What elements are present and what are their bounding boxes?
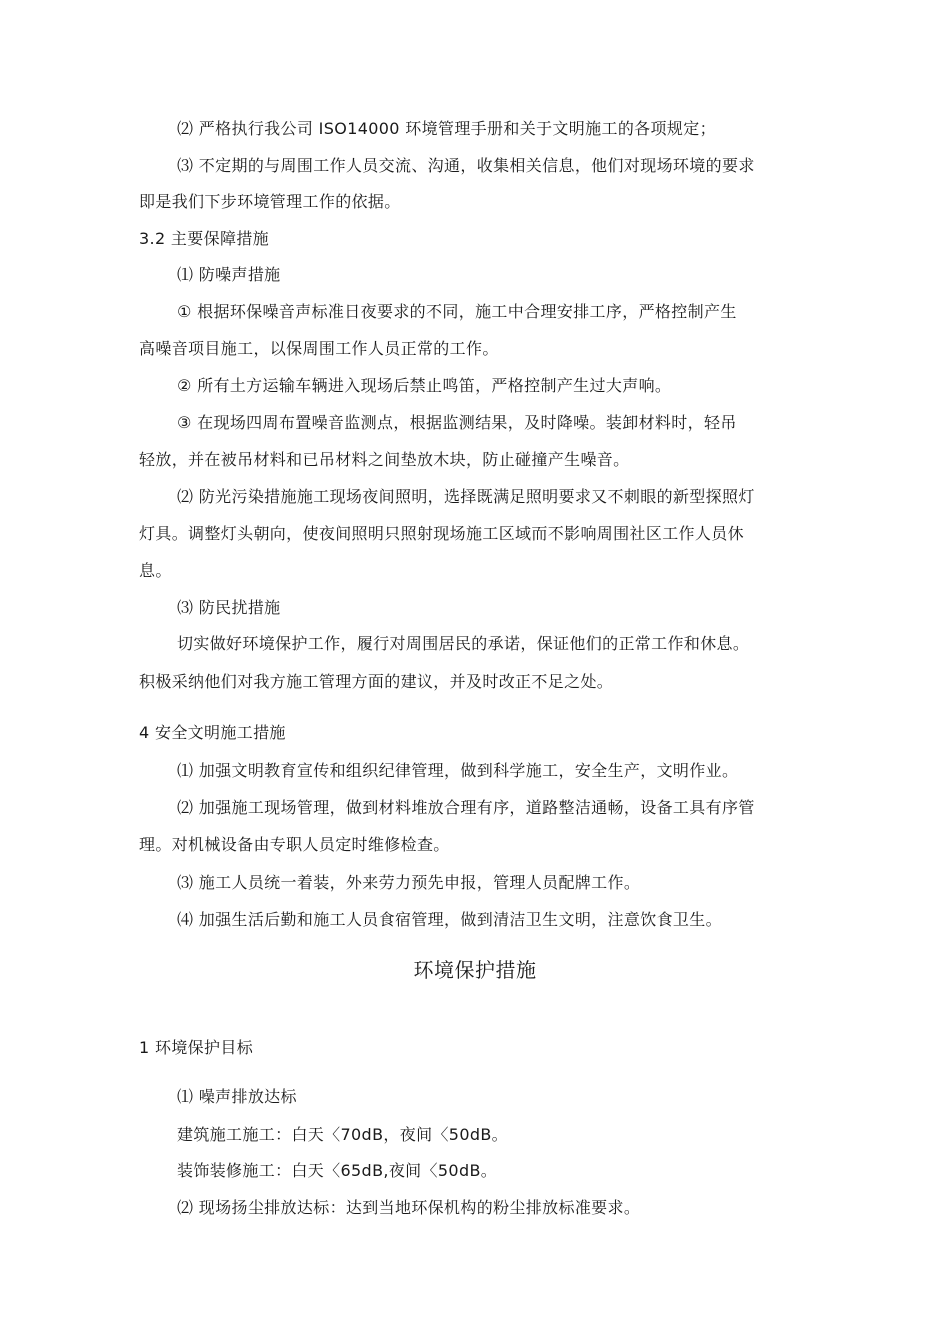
- paragraph-line: 切实做好环境保护工作，履行对周围居民的承诺，保证他们的正常工作和休息。: [177, 634, 750, 653]
- paragraph-line: ③ 在现场四周布置噪音监测点，根据监测结果，及时降噪。装卸材料时，轻吊: [177, 413, 737, 432]
- paragraph-line: ⑷ 加强生活后勤和施工人员食宿管理，做到清洁卫生文明，注意饮食卫生。: [177, 910, 722, 929]
- paragraph-line: ⑵ 防光污染措施施工现场夜间照明，选择既满足照明要求又不刺眼的新型探照灯: [177, 487, 755, 506]
- paragraph-line: 装饰装修施工：白天〈65dB,夜间〈50dB。: [177, 1161, 498, 1180]
- paragraph-line: ⑶ 不定期的与周围工作人员交流、沟通，收集相关信息，他们对现场环境的要求: [177, 156, 755, 175]
- paragraph-line: ① 根据环保噪音声标准日夜要求的不同，施工中合理安排工序，严格控制产生: [177, 302, 737, 321]
- paragraph-line: 灯具。调整灯头朝向，使夜间照明只照射现场施工区域而不影响周围社区工作人员休: [139, 524, 744, 543]
- paragraph-line: ⑵ 现场扬尘排放达标：达到当地环保机构的粉尘排放标准要求。: [177, 1198, 641, 1217]
- paragraph-line: 积极采纳他们对我方施工管理方面的建议，并及时改正不足之处。: [139, 672, 614, 691]
- section-heading: 4 安全文明施工措施: [139, 723, 286, 742]
- paragraph-line: 高噪音项目施工，以保周围工作人员正常的工作。: [139, 339, 499, 358]
- subsection-heading: ⑶ 防民扰措施: [177, 598, 281, 617]
- section-heading: 3.2 主要保障措施: [139, 229, 270, 248]
- paragraph-line: 理。对机械设备由专职人员定时维修检查。: [139, 835, 450, 854]
- chapter-title: 环境保护措施: [413, 958, 537, 982]
- subsection-heading: ⑴ 防噪声措施: [177, 265, 281, 284]
- paragraph-line: ⑶ 施工人员统一着装，外来劳力预先申报，管理人员配牌工作。: [177, 873, 641, 892]
- paragraph-line: ⑵ 加强施工现场管理，做到材料堆放合理有序，道路整洁通畅，设备工具有序管: [177, 798, 755, 817]
- paragraph-line: 轻放，并在被吊材料和已吊材料之间垫放木块，防止碰撞产生噪音。: [139, 450, 630, 469]
- paragraph-line: 即是我们下步环境管理工作的依据。: [139, 192, 401, 211]
- paragraph-line: ② 所有土方运输车辆进入现场后禁止鸣笛，严格控制产生过大声响。: [177, 376, 672, 395]
- paragraph-line: 建筑施工施工：白天〈70dB，夜间〈50dB。: [177, 1125, 509, 1144]
- paragraph-line: 息。: [139, 561, 172, 580]
- paragraph-line: ⑴ 加强文明教育宣传和组织纪律管理，做到科学施工，安全生产，文明作业。: [177, 761, 739, 780]
- section-heading: 1 环境保护目标: [139, 1038, 254, 1057]
- paragraph-line: ⑵ 严格执行我公司 ISO14000 环境管理手册和关于文明施工的各项规定；: [177, 119, 716, 138]
- subsection-heading: ⑴ 噪声排放达标: [177, 1087, 297, 1106]
